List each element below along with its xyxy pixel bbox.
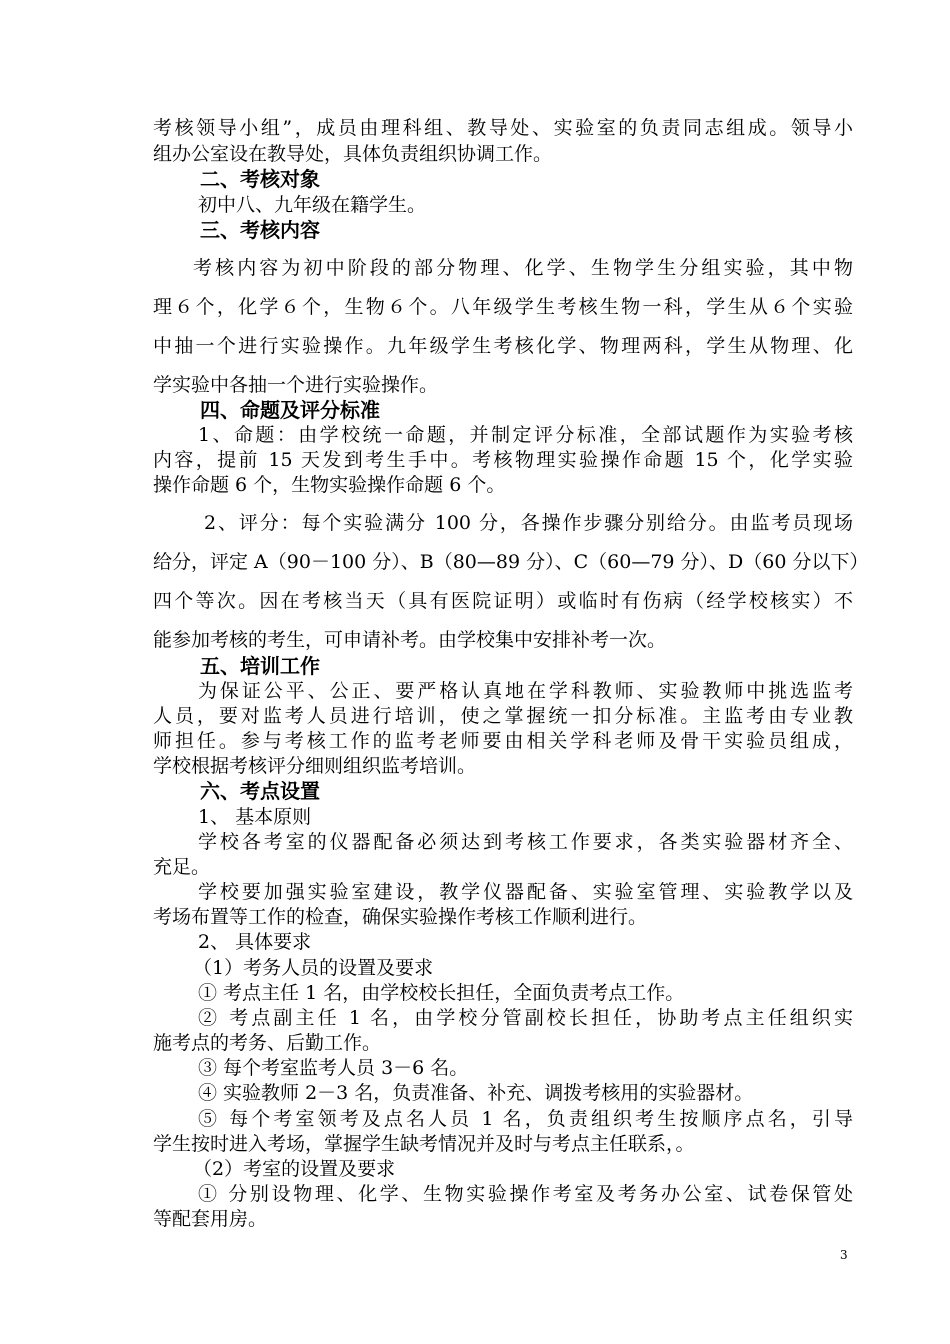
section-heading: 三、考核内容 bbox=[200, 218, 320, 242]
paragraph-line: 考场布置等工作的检查，确保实验操作考核工作顺利进行。 bbox=[153, 906, 648, 928]
paragraph-line: 内容，提前 15 天发到考生手中。考核物理实验操作命题 15 个，化学实验 bbox=[153, 449, 853, 471]
section-heading: 六、考点设置 bbox=[200, 779, 320, 803]
paragraph-line: （1）考务人员的设置及要求 bbox=[193, 957, 434, 979]
paragraph-line: 1、命题：由学校统一命题，并制定评分标准，全部试题作为实验考核 bbox=[198, 424, 853, 446]
section-heading: 五、培训工作 bbox=[200, 654, 320, 678]
paragraph-line: ② 考点副主任 1 名，由学校分管副校长担任，协助考点主任组织实 bbox=[198, 1007, 853, 1029]
page-number: 3 bbox=[840, 1248, 848, 1262]
paragraph-line: 学校根据考核评分细则组织监考培训。 bbox=[153, 755, 477, 777]
paragraph-line: 学校要加强实验室建设，教学仪器配备、实验室管理、实验教学以及 bbox=[198, 881, 853, 903]
paragraph-line: 2、评分：每个实验满分 100 分，各操作步骤分别给分。由监考员现场 bbox=[204, 512, 853, 534]
paragraph-line: 充足。 bbox=[153, 856, 211, 878]
paragraph-line: 初中八、九年级在籍学生。 bbox=[198, 194, 427, 216]
paragraph-line: 考核领导小组”，成员由理科组、教导处、实验室的负责同志组成。领导小 bbox=[153, 117, 853, 139]
paragraph-line: 考核内容为初中阶段的部分物理、化学、生物学生分组实验，其中物 bbox=[193, 257, 853, 279]
paragraph-line: 理６个，化学６个，生物６个。八年级学生考核生物一科，学生从６个实验 bbox=[153, 296, 853, 318]
paragraph-line: 人员，要对监考人员进行培训，使之掌握统一扣分标准。主监考由专业教 bbox=[153, 705, 853, 727]
section-heading: 二、考核对象 bbox=[200, 167, 320, 191]
paragraph-line: 2、 具体要求 bbox=[198, 931, 312, 953]
paragraph-line: ⑤ 每个考室领考及点名人员 1 名，负责组织考生按顺序点名，引导 bbox=[198, 1108, 853, 1130]
paragraph-line: 操作命题 6 个，生物实验操作命题 6 个。 bbox=[153, 474, 506, 496]
paragraph-line: 学生按时进入考场，掌握学生缺考情况并及时与考点主任联系，。 bbox=[153, 1133, 695, 1155]
paragraph-line: 施考点的考务、后勤工作。 bbox=[153, 1032, 382, 1054]
paragraph-line: 1、 基本原则 bbox=[198, 806, 312, 828]
paragraph-line: 学校各考室的仪器配备必须达到考核工作要求，各类实验器材齐全、 bbox=[198, 831, 853, 853]
paragraph-line: 给分，评定 A（90－100 分）、B（80—89 分）、C（60—79 分）、D（60 分以下） bbox=[153, 551, 869, 573]
section-heading: 四、命题及评分标准 bbox=[200, 398, 380, 422]
paragraph-line: 学实验中各抽一个进行实验操作。 bbox=[153, 374, 439, 396]
paragraph-line: 等配套用房。 bbox=[153, 1208, 268, 1230]
paragraph-line: 师担任。参与考核工作的监考老师要由相关学科老师及骨干实验员组成， bbox=[153, 730, 853, 752]
paragraph-line: ① 分别设物理、化学、生物实验操作考室及考务办公室、试卷保管处 bbox=[198, 1183, 853, 1205]
paragraph-line: ③ 每个考室监考人员 3－6 名。 bbox=[198, 1057, 469, 1079]
paragraph-line: 能参加考核的考生，可申请补考。由学校集中安排补考一次。 bbox=[153, 629, 667, 651]
paragraph-line: ④ 实验教师 2－3 名，负责准备、补充、调拨考核用的实验器材。 bbox=[198, 1082, 754, 1104]
paragraph-line: 组办公室设在教导处，具体负责组织协调工作。 bbox=[153, 143, 553, 165]
paragraph-line: 中抽一个进行实验操作。九年级学生考核化学、物理两科，学生从物理、化 bbox=[153, 335, 853, 357]
paragraph-line: ① 考点主任 1 名，由学校校长担任，全面负责考点工作。 bbox=[198, 982, 685, 1004]
paragraph-line: （2）考室的设置及要求 bbox=[193, 1158, 396, 1180]
paragraph-line: 四个等次。因在考核当天（具有医院证明）或临时有伤病（经学校核实）不 bbox=[153, 590, 853, 612]
paragraph-line: 为保证公平、公正、要严格认真地在学科教师、实验教师中挑选监考 bbox=[198, 680, 853, 702]
